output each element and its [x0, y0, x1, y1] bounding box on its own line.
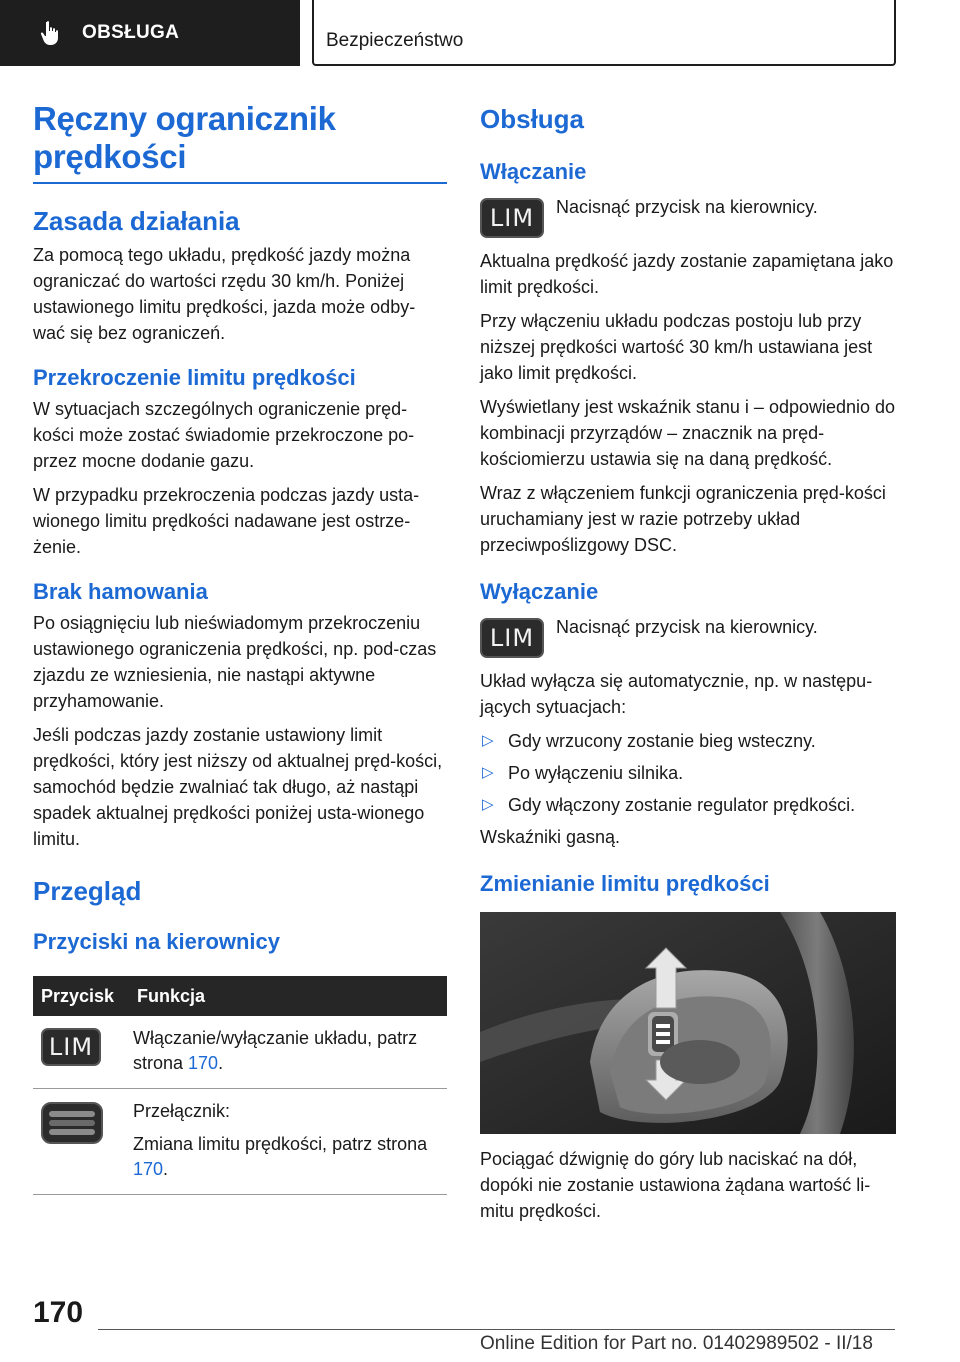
chapter-tab[interactable] [312, 0, 896, 66]
heading-exceeding: Przekroczenie limitu prędkości [33, 365, 356, 390]
table-header-button: Przycisk [33, 976, 129, 1016]
heading-steering-buttons: Przyciski na kierownicy [33, 929, 281, 954]
lim-button-icon: LIM [480, 618, 544, 658]
footer-rule [98, 1329, 895, 1330]
exceeding-text-1: W sytuacjach szczególnych ograniczenie pręd-kości może zostać świadomie przekroczone po-przez mocne dodanie gazu. [33, 399, 415, 471]
switch-on-text-4: Wraz z włączeniem funkcji ograniczenia pręd-kości uruchamiany jest w razie potrzeby układ przeciwpoślizgowy DSC. [480, 483, 886, 555]
chapter-label: Bezpieczeństwo [326, 30, 464, 51]
steering-wheel-illustration [480, 912, 896, 1134]
heading-principle: Zasada działania [33, 206, 240, 236]
table-header-row [33, 976, 447, 1016]
row2-text: Zmiana limitu prędkości, patrz strona [133, 1134, 428, 1154]
hand-pointer-icon [40, 20, 62, 46]
row2-label: Przełącznik: [133, 1101, 231, 1121]
lim-button-icon: LIM [41, 1028, 101, 1066]
table-row [33, 1089, 447, 1195]
list-item: ▷ Gdy wrzucony zostanie bieg wsteczny. [480, 728, 896, 754]
heading-switch-on: Włączanie [480, 159, 587, 184]
list-item: ▷ Po wyłączeniu silnika. [480, 760, 896, 786]
table-row [33, 1016, 447, 1089]
bullet-list [480, 728, 896, 818]
row1-end: . [218, 1053, 224, 1073]
heading-switch-off: Wyłączanie [480, 579, 599, 604]
heading-no-braking: Brak hamowania [33, 579, 208, 604]
switch-on-text-3: Wyświetlany jest wskaźnik stanu i – odpowiednio do kombinacji przyrządów – znacznik na pręd-kościomierzu ustawia się na daną prędkość. [480, 397, 896, 469]
triangle-bullet-icon: ▷ [482, 732, 494, 749]
switch-on-instruction: Nacisnąć przycisk na kierownicy. [556, 197, 818, 217]
triangle-bullet-icon: ▷ [482, 796, 494, 813]
no-braking-text-2: Jeśli podczas jazdy zostanie ustawiony limit prędkości, który jest niższy od aktualnej pręd-kości, samochód będzie zwalniać tak długo, aż nastąpi spadek aktualnej prędkości poniżej usta-wionego limitu. [33, 725, 443, 849]
title-rule [33, 182, 447, 184]
change-limit-text: Pociągać dźwignię do góry lub naciskać na dół, dopóki nie zostanie ustawiona żądana wartość li-mitu prędkości. [480, 1149, 871, 1221]
list-item: ▷ Gdy włączony zostanie regulator prędkości. [480, 792, 896, 818]
principle-text: Za pomocą tego układu, prędkość jazdy można ograniczać do wartości rzędu 30 km/h. Poniżej ustawionego limitu prędkości, jazda może odby-wać się bez ograniczeń. [33, 245, 416, 343]
switch-on-text-2: Przy włączeniu układu podczas postoju lub przy niższej prędkości wartość 30 km/h ustawiana jest jako limit prędkości. [480, 311, 873, 383]
section-label: OBSŁUGA [82, 22, 180, 43]
left-column [33, 100, 447, 1195]
right-column [480, 100, 896, 1224]
switch-off-text-2: Wskaźniki gasną. [480, 827, 621, 847]
switch-off-instruction: Nacisnąć przycisk na kierownicy. [556, 617, 818, 637]
table-header-function: Funkcja [129, 976, 447, 1016]
heading-change-limit: Zmienianie limitu prędkości [480, 871, 770, 896]
lim-button-icon: LIM [480, 198, 544, 238]
page-header [0, 0, 960, 66]
page-title: Ręczny ogranicznik prędkości [33, 100, 336, 175]
row1-text: Włączanie/wyłączanie układu, patrz strona [133, 1028, 418, 1073]
page-link[interactable]: 170 [133, 1159, 164, 1179]
section-tab[interactable] [0, 0, 300, 66]
page-link[interactable]: 170 [188, 1053, 219, 1073]
exceeding-text-2: W przypadku przekroczenia podczas jazdy usta-wionego limitu prędkości nadawane jest ostrze-żenie. [33, 485, 420, 557]
edition-note: Online Edition for Part no. 01402989502 - II/18 [480, 1333, 873, 1354]
switch-off-text-1: Układ wyłącza się automatycznie, np. w następu-jących sytuacjach: [480, 671, 873, 717]
heading-operation: Obsługa [480, 104, 585, 134]
heading-overview: Przegląd [33, 876, 142, 906]
row2-end: . [163, 1159, 169, 1179]
rocker-switch-icon [41, 1101, 103, 1145]
buttons-table [33, 976, 447, 1195]
switch-on-text-1: Aktualna prędkość jazdy zostanie zapamiętana jako limit prędkości. [480, 251, 894, 297]
no-braking-text-1: Po osiągnięciu lub nieświadomym przekroczeniu ustawionego ograniczenia prędkości, np. pod-czas zjazdu ze wzniesienia, nie nastąpi aktywne przyhamowanie. [33, 613, 437, 711]
triangle-bullet-icon: ▷ [482, 764, 494, 781]
steering-wheel-photo [480, 912, 896, 1134]
page-number: 170 [33, 1296, 84, 1329]
